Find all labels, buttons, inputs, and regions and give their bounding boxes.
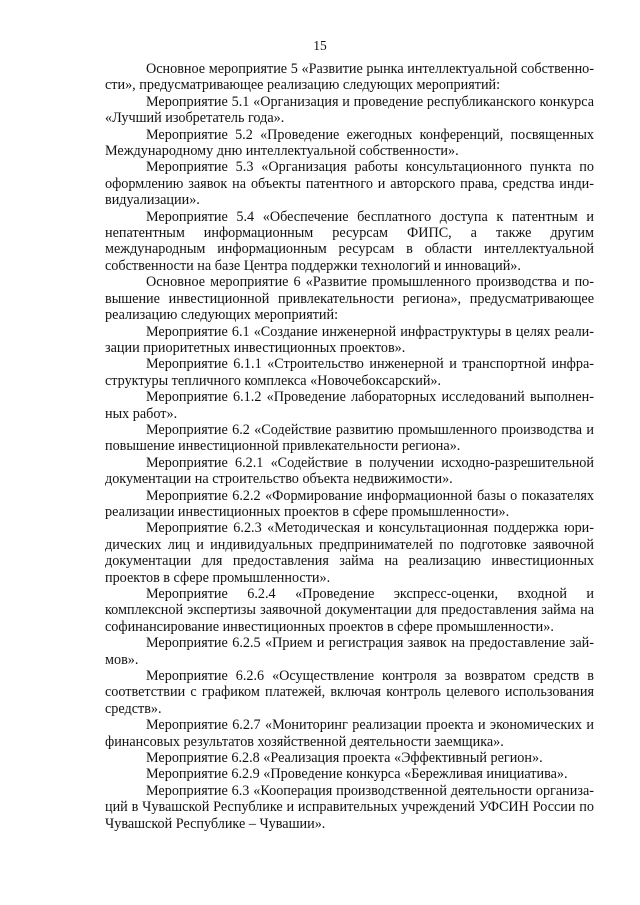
paragraph-main-activity-6: Основное мероприятие 6 «Развитие промышленного производства и повышение инвестиционной привлекательности региона», предусматривающее реализацию следующих мероприятий: [105, 274, 594, 324]
paragraph-activity-5-4: Мероприятие 5.4 «Обеспечение бесплатного доступа к патентным и непатентным информационным ресурсам ФИПС, а также другим международным информационным ресурсам в области интеллектуальной собственности на базе Центра поддержки технологий и инноваций». [105, 208, 594, 274]
paragraph-activity-6-2-9: Мероприятие 6.2.9 «Проведение конкурса «Бережливая инициатива». [146, 766, 568, 783]
page-number: 15 [313, 38, 327, 53]
paragraph-activity-6-2-5: Мероприятие 6.2.5 «Прием и регистрация заявок на предоставление займов». [105, 635, 594, 668]
paragraph-activity-6-1-2: Мероприятие 6.1.2 «Проведение лабораторных исследований выполненных работ». [105, 389, 594, 422]
paragraph-main-activity-5: Основное мероприятие 5 «Развитие рынка интеллектуальной собственности», предусматривающее реализацию следующих мероприятий: [105, 61, 594, 94]
paragraph-activity-6-3: Мероприятие 6.3 «Кооперация производственной деятельности организаций в Чувашской Республике и исправительных учреждений УФСИН России по Чувашской Республике – Чувашии». [105, 782, 594, 832]
paragraph-activity-6-2: Мероприятие 6.2 «Содействие развитию промышленного производства и повышение инвестиционной привлекательности региона». [105, 421, 594, 455]
paragraph-activity-6-2-1: Мероприятие 6.2.1 «Содействие в получении исходно-разрешительной документации на строительство объекта недвижимости». [105, 454, 594, 488]
paragraph-activity-5-3: Мероприятие 5.3 «Организация работы консультационного пункта по оформлению заявок на объекты патентного и авторского права, средства индивидуализации». [105, 159, 594, 209]
paragraph-activity-6-2-4: Мероприятие 6.2.4 «Проведение экспресс-оценки, входной и комплексной экспертизы заявочной документации для предоставления займа на софинансирование инвестиционных проектов в сфере промышленности». [105, 586, 594, 635]
paragraph-activity-6-2-2: Мероприятие 6.2.2 «Формирование информационной базы о показателях реализации инвестиционных проектов в сфере промышленности». [105, 487, 594, 520]
document-body [105, 61, 594, 832]
paragraph-activity-6-1: Мероприятие 6.1 «Создание инженерной инфраструктуры в целях реализации приоритетных инвестиционных проектов». [105, 323, 594, 356]
paragraph-activity-6-2-6: Мероприятие 6.2.6 «Осуществление контроля за возвратом средств в соответствии с графиком платежей, включая контроль целевого использования средств». [105, 668, 594, 717]
paragraph-activity-5-1: Мероприятие 5.1 «Организация и проведение республиканского конкурса «Лучший изобретатель года». [105, 93, 594, 127]
paragraph-activity-6-2-3: Мероприятие 6.2.3 «Методическая и консультационная поддержка юридических лиц и индивидуальных предпринимателей по подготовке заявочной документации для предоставления займа на реализацию инвестиционных проектов в сфере промышленности». [105, 520, 594, 586]
paragraph-activity-5-2: Мероприятие 5.2 «Проведение ежегодных конференций, посвященных Международному дню интеллектуальной собственности». [105, 126, 594, 160]
paragraph-activity-6-1-1: Мероприятие 6.1.1 «Строительство инженерной и транспортной инфраструктуры тепличного комплекса «Новочебоксарский». [105, 356, 594, 389]
paragraph-activity-6-2-8: Мероприятие 6.2.8 «Реализация проекта «Эффективный регион». [146, 750, 543, 767]
paragraph-activity-6-2-7: Мероприятие 6.2.7 «Мониторинг реализации проекта и экономических и финансовых результатов хозяйственной деятельности заемщика». [105, 717, 594, 750]
